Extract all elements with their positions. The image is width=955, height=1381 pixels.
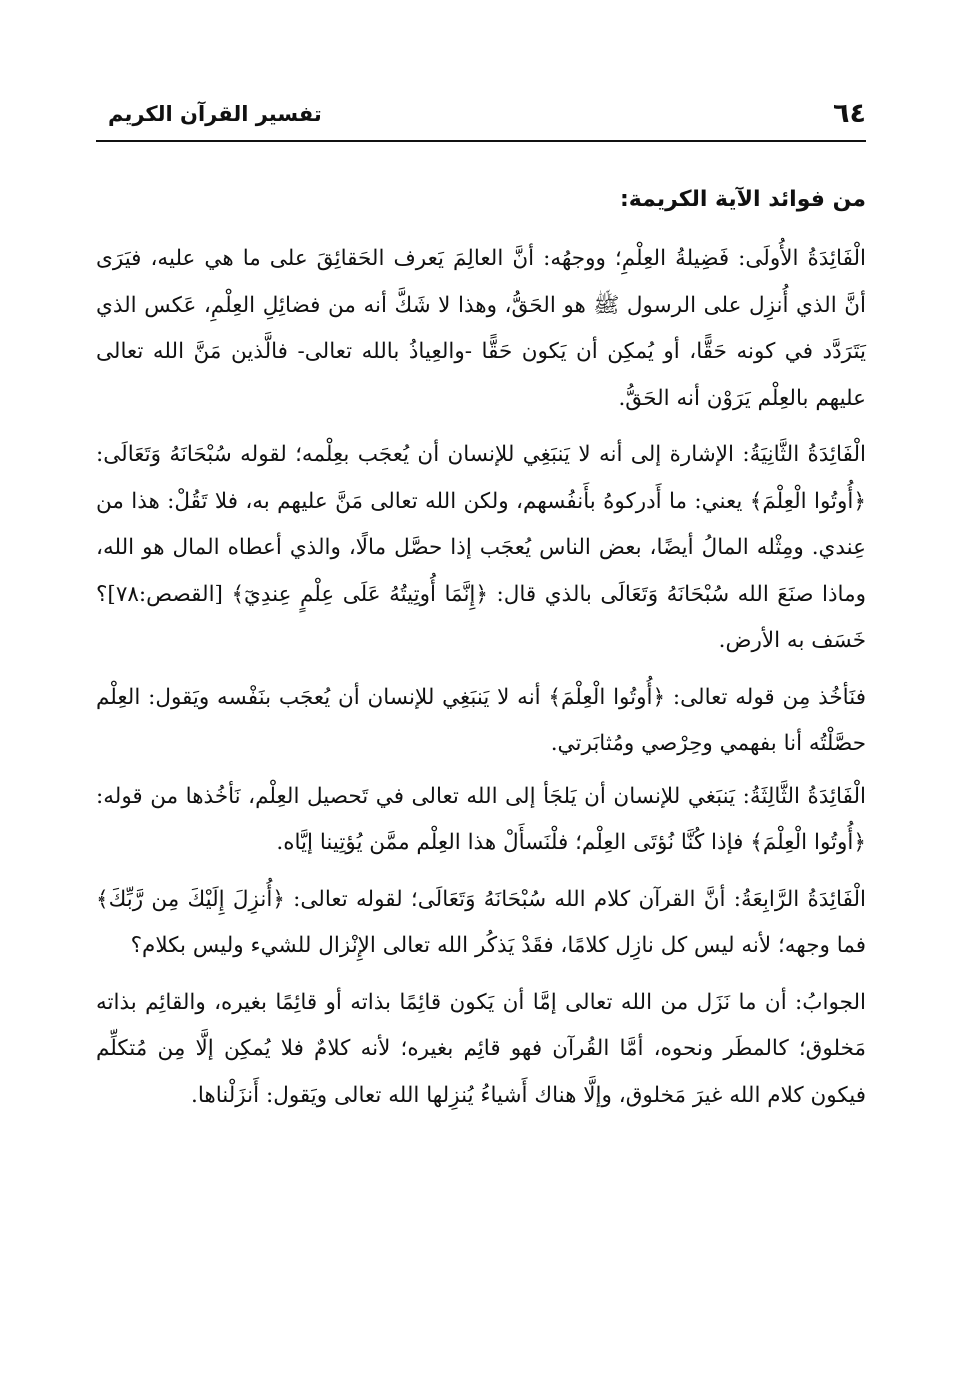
book-title: تفسير القرآن الكريم [108,102,322,126]
paragraph-benefit-4: الْفَائِدَةُ الرَّابِعَةُ: أنَّ القرآن كلام الله سُبْحَانَهُ وَتَعَالَى؛ لقوله تعالى: ﴿أُنزِلَ إِلَيْكَ مِن رَّبِّكَ﴾ فما وجهه؛ لأنه ليس كل نازِل كلامًا، فقَدْ يَذكُر الله تعالى الإِنْزال للشيء وليس بكلام؟ [96,886,866,958]
paragraph-benefit-3: الْفَائِدَةُ الثَّالِثَةُ: يَنبَغي للإنسان أن يَلجَأ إلى الله تعالى في تَحصيل العِلْم، نَأخُذها من قوله: ﴿أُوتُوا الْعِلْمَ﴾ فإذا كُنَّا نُؤتَى العِلْم؛ فلْنَسأَلْ هذا العِلْم ممَّن يُؤتِينا إيَّاه. [96,783,866,855]
paragraph-benefit-2: الْفَائِدَةُ الثَّانِيَةُ: الإشارة إلى أنه لا يَنبَغِي للإنسان أن يُعجَب بعِلْمه؛ لقوله سُبْحَانَهُ وَتَعَالَى: ﴿أُوتُوا الْعِلْمَ﴾ يعني: ما أَدركوهُ بأَنفُسهم، ولكن الله تعالى مَنَّ عليهم به، فلا تَقُلْ: هذا من عِندي. ومِثْله المالُ أيضًا، بعض الناس يُعجَب إذا حصَّل مالًا، والذي أعطاه المال هو الله، وماذا صنَعَ الله سُبْحَانَهُ وَتَعَالَى بالذي قال: ﴿إِنَّمَا أُوتِيتُهُ عَلَى عِلْمٍ عِندِيٓ﴾ [القصص:٧٨]؟ خَسَف به الأرض. [96,442,866,653]
paragraph-answer: الجوابُ: أن ما نَزَل من الله تعالى إمَّا أن يَكون قائِمًا بذاته أو قائِمًا بغيره، والقائِم بذاته مَخلوق؛ كالمطَر ونحوه، أمَّا القُرآن فهو قائِم بغيره؛ لأنه كلامٌ فلا يُمكِن إلَّا مِن مُتكلِّم فيكون كلام الله غيرَ مَخلوق، وإلَّا هناك أَشياءُ يُنزِلها الله تعالى ويَقول: أَنزَلْناها. [96,989,866,1108]
section-heading: من فوائد الآية الكريمة: [619,187,866,212]
page-body [96,172,866,1129]
page [96,0,866,1381]
paragraph-benefit-2-continued: فنَأخُذ مِن قوله تعالى: ﴿أُوتُوا الْعِلْمَ﴾ أنه لا يَنبَغِي للإنسان أن يُعجَب بنَفْسه ويَقول: العِلْم حصَّلْتُه أنا بفهمي وحِرْصي ومُثابَرتي. [96,684,866,756]
running-header [96,88,866,142]
paragraph-benefit-1: الْفَائِدَةُ الأُولَى: فَضِيلةُ العِلْمِ؛ ووجهُه: أنَّ العالِمَ يَعرف الحَقائِقَ على ما هي عليه، فيَرَى أنَّ الذي أُنزِل على الرسول ﷺ هو الحَقُّ، وهذا لا شَكَّ أنه من فضائِلِ العِلْمِ، عَكس الذي يَتَرَدَّد في كونه حَقًّا، أو يُمكِن أن يَكون حَقًّا -والعِياذُ بالله تعالى- فالَّذين مَنَّ الله تعالى عليهم بالعِلْم يَرَوْن أنه الحَقُّ. [96,246,866,411]
page-number: ٦٤ [833,98,866,129]
